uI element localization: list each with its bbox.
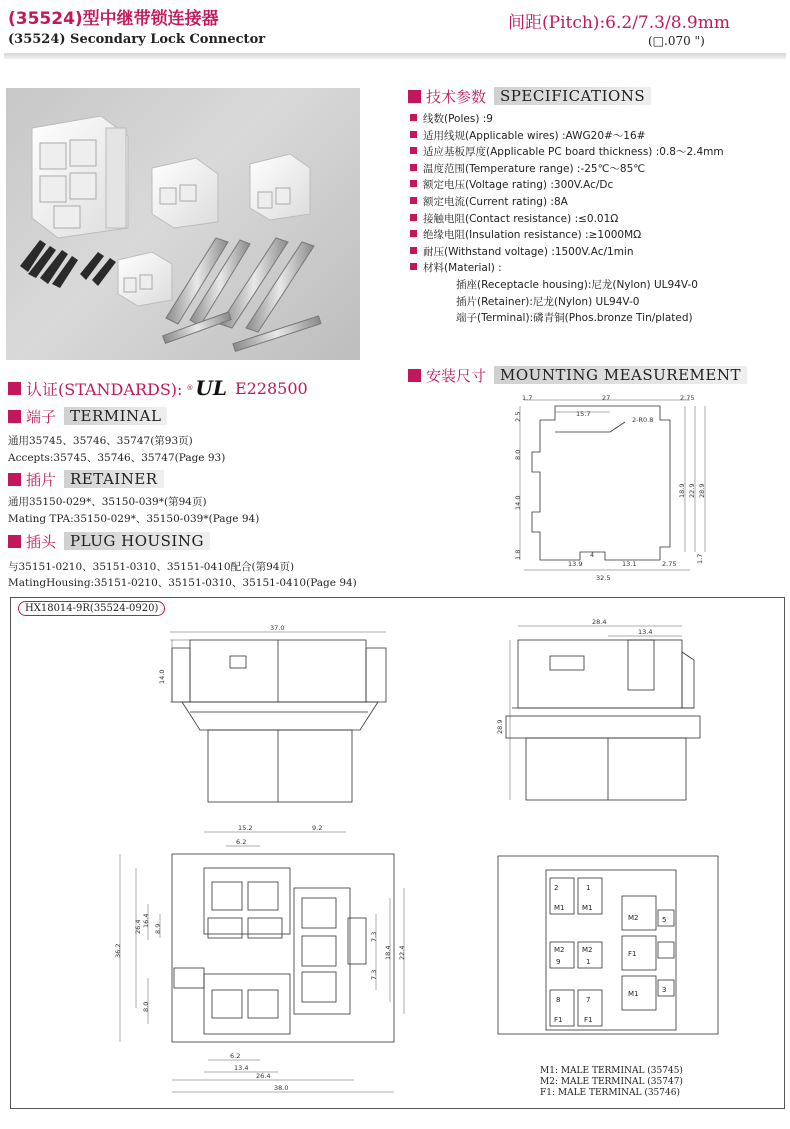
dim-label: 22.4 [398,945,406,960]
legend-item: M1: MALE TERMINAL (35745) [540,1066,683,1076]
dim-label: 18.9 [678,483,686,498]
dim-label: 1.8 [514,549,522,560]
pin-label: 2 [554,884,559,892]
specifications-heading-en: SPECIFICATIONS [494,87,651,105]
model-number-tag: HX18014-9R(35524-0920) [18,601,165,616]
section-marker-icon [8,410,21,423]
header-divider [4,53,786,59]
pin-label: M1 [628,990,639,998]
pin-label: M2 [628,914,639,922]
bullet-icon [410,147,417,154]
spec-item: 额定电压(Voltage rating) :300V.Ac/Dc [410,177,724,194]
dim-label: 28.9 [496,719,504,734]
plug-housing-heading [8,531,210,551]
section-marker-icon [408,90,421,103]
dim-label: 36.2 [114,943,122,958]
dim-label: 7.3 [370,969,378,980]
dim-label: 18.4 [384,945,392,960]
dim-label: 15.2 [238,824,253,832]
spec-item: 线数(Poles) :9 [410,111,724,128]
bullet-icon [410,263,417,270]
pin-label: F1 [584,1016,593,1024]
dim-label: 28.9 [698,483,706,498]
plug-heading-en: PLUG HOUSING [64,532,210,550]
section-marker-icon [408,369,421,382]
material-item: 插座(Receptacle housing):尼龙(Nylon) UL94V-0 [456,278,698,291]
retainer-line-en: Mating TPA:35150-029*、35150-039*(Page 94) [8,513,260,525]
pin-label: F1 [628,950,637,958]
retainer-line-cn: 通用35150-029*、35150-039*(第94页) [8,496,207,508]
dim-label: 2.5 [514,411,522,422]
pin-label: 5 [662,916,667,924]
page-title: (35524)型中继带锁连接器 [8,9,219,29]
bullet-icon [410,164,417,171]
standards-label: 认证(STANDARDS): [26,379,183,399]
dim-label: 38.0 [274,1084,289,1092]
legend-item: F1: MALE TERMINAL (35746) [540,1088,680,1098]
terminal-heading-cn: 端子 [26,407,57,426]
dim-label: 26.4 [134,919,142,934]
spec-item: 接触电阻(Contact resistance) :≤0.01Ω [410,211,724,228]
mounting-heading [408,365,747,385]
pitch-spec: 间距(Pitch):6.2/7.3/8.9mm [508,13,730,33]
product-photo-illustration [6,88,360,360]
pin-label: 8 [556,996,561,1004]
mounting-drawing [510,392,720,588]
dim-label: 22.9 [688,483,696,498]
dim-label: 14.0 [158,669,166,684]
spec-item: 绝缘电阻(Insulation resistance) :≥1000MΩ [410,227,724,244]
spec-item: 适应基板厚度(Applicable PC board thickness) :0.8～2.4mm [410,144,724,161]
material-item: 插片(Retainer):尼龙(Nylon) UL94V-0 [456,295,640,308]
pin-label: M2 [582,946,593,954]
dim-label: 27 [602,394,611,402]
bullet-icon [410,114,417,121]
dim-label: 2.75 [680,394,695,402]
terminal-heading [8,406,167,426]
dim-label: 32.5 [596,574,611,582]
legend-item: M2: MALE TERMINAL (35747) [540,1077,683,1087]
large-connector-photo [32,116,128,238]
medium-connector-photo [152,158,218,228]
plug-line-en: MatingHousing:35151-0210、35151-0310、35151-0410(Page 94) [8,577,357,589]
page-subtitle: (35524) Secondary Lock Connector [8,32,266,47]
pin-label: M1 [582,904,593,912]
side-view-drawing [488,612,718,812]
plug-heading-cn: 插头 [26,532,57,551]
dim-label: 13.4 [234,1064,249,1072]
section-marker-icon [8,382,21,395]
dim-label: 8.0 [142,1001,150,1012]
dim-label: 8.9 [154,923,162,934]
small-connector-photo [250,154,310,220]
spec-item: 耐压(Withstand voltage) :1500V.Ac/1min [410,244,724,261]
material-item: 端子(Terminal):磷青铜(Phos.bronze Tin/plated) [456,312,693,325]
dim-label: 4 [590,551,595,559]
specifications-heading [408,86,651,106]
dim-label: 6.2 [230,1052,241,1060]
dim-label: 15.7 [576,410,591,418]
dim-label: 1.7 [696,553,704,564]
two-pin-connector-photo [118,252,172,306]
bullet-icon [410,180,417,187]
pin-label: 3 [662,986,667,994]
spec-list [410,111,724,327]
bullet-icon [410,197,417,204]
bullet-icon [410,214,417,221]
ul-certificate-number: E228500 [234,378,308,398]
dim-label: 1.7 [522,394,533,402]
pin-label: 7 [586,996,591,1004]
spec-item: 温度范围(Temperature range) :-25℃～85℃ [410,161,724,178]
pin-label: 1 [586,958,591,966]
dim-label: 8.0 [514,449,522,460]
dim-label: 14.0 [514,495,522,510]
dim-label: 28.4 [592,618,607,626]
standards-row [8,376,308,400]
pin-label: M1 [554,904,565,912]
retainer-heading-cn: 插片 [26,470,57,489]
dim-label: 7.3 [370,931,378,942]
pin-label: M2 [554,946,565,954]
terminal-line-cn: 通用35745、35746、35747(第93页) [8,435,193,447]
dim-label: 37.0 [270,624,285,632]
specifications-heading-cn: 技术参数 [426,87,487,106]
retainer-photo [20,240,116,288]
bottom-view-drawing [108,818,408,1098]
retainer-heading [8,469,164,489]
bullet-icon [410,230,417,237]
terminal-line-en: Accepts:35745、35746、35747(Page 93) [8,452,226,464]
terminal-photo [163,238,321,351]
dim-label: 13.4 [638,628,653,636]
pitch-inch: (□.070 ") [648,34,705,48]
pin-assignment-drawing [492,830,732,1070]
spec-item: 适用线规(Applicable wires) :AWG20#～16# [410,128,724,145]
spec-item: 额定电流(Current rating) :8A [410,194,724,211]
terminal-heading-en: TERMINAL [64,407,167,425]
product-photo [6,88,360,360]
bullet-icon [410,247,417,254]
dim-label: 2-R0.8 [632,416,654,424]
ul-logo: UL [195,376,227,400]
dim-label: 16.4 [142,913,150,928]
retainer-heading-en: RETAINER [64,470,164,488]
dim-label: 6.2 [236,838,247,846]
bullet-icon [410,131,417,138]
pin-label: F1 [554,1016,563,1024]
section-marker-icon [8,473,21,486]
section-marker-icon [8,535,21,548]
pin-label: 9 [556,958,561,966]
registered-icon: ® [186,384,194,392]
dim-label: 13.1 [622,560,637,568]
front-view-drawing [150,618,410,808]
dim-label: 26.4 [256,1072,271,1080]
dim-label: 9.2 [312,824,323,832]
mounting-heading-cn: 安装尺寸 [426,366,487,385]
pin-label: 1 [586,884,591,892]
dim-label: 13.9 [568,560,583,568]
spec-item: 材料(Material) : [410,260,724,277]
dim-label: 2.75 [662,560,677,568]
plug-line-cn: 与35151-0210、35151-0310、35151-0410配合(第94页) [8,561,295,573]
mounting-heading-en: MOUNTING MEASUREMENT [494,366,747,384]
